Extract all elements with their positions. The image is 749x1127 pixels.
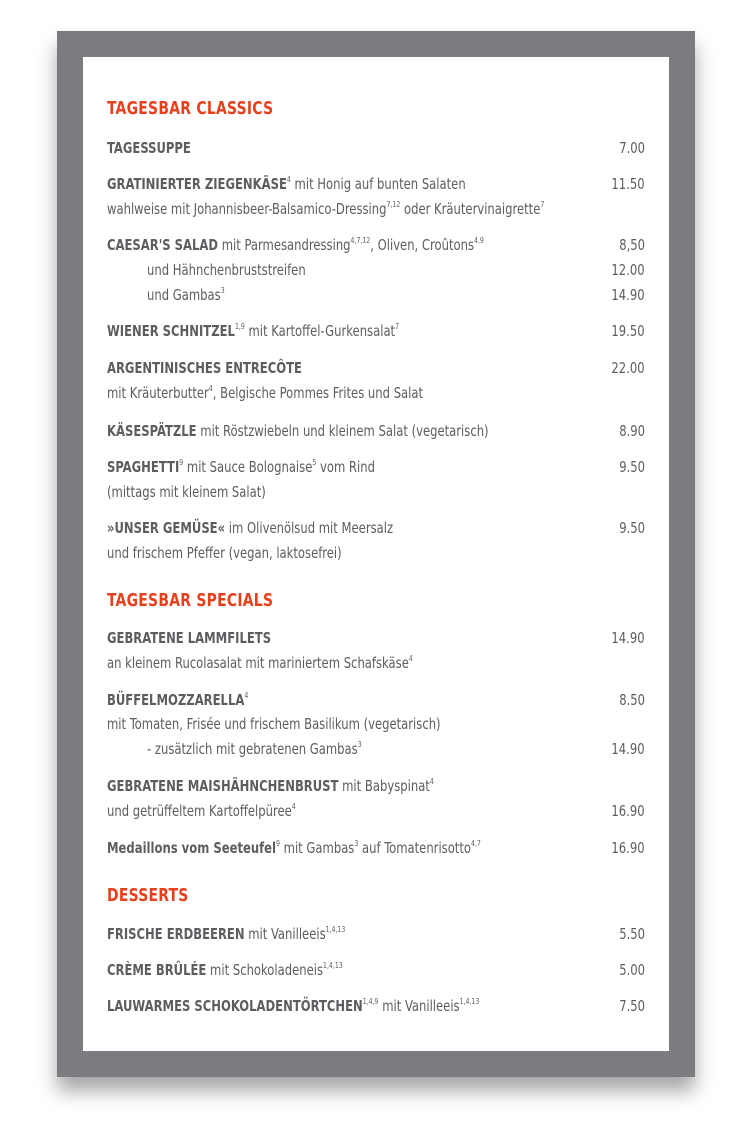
item-name: CRÈME BRÛLÉE	[107, 961, 207, 979]
item-price: 12.00	[611, 261, 645, 279]
menu-item-creme-brulee: CRÈME BRÛLÉE mit Schokoladeneis$^{1,4,13}$	[107, 961, 343, 979]
item-name: CAESAR'S SALAD	[107, 236, 219, 254]
item-name: GRATINIERTER ZIEGENKÄSE	[107, 175, 287, 193]
menu-item-schnitzel: WIENER SCHNITZEL$^{1,9}$ mit Kartoffel-Gurkensalat$^7$	[107, 322, 400, 340]
item-name: ARGENTINISCHES ENTRECÔTE	[107, 359, 302, 377]
menu-item-tagessuppe	[107, 137, 570, 159]
menu-item-gemuese: »UNSER GEMÜSE« im Olivenölsud mit Meersalz	[107, 519, 394, 537]
item-price: 14.90	[611, 629, 645, 647]
item-name: WIENER SCHNITZEL	[107, 322, 235, 340]
item-price: 8,50	[619, 236, 645, 254]
section-title-specials: TAGESBAR SPECIALS	[107, 590, 274, 611]
item-price: 5.50	[619, 925, 645, 943]
item-description: wahlweise mit Johannisbeer-Balsamico-Dressing$^{7,12}$ oder Kräutervinaigrette$^7$	[107, 200, 545, 218]
item-description: und frischem Pfeffer (vegan, laktosefrei)	[107, 544, 342, 562]
menu-item-entrecote	[107, 357, 570, 379]
menu-item-spaghetti: SPAGHETTI$^9$ mit Sauce Bolognaise$^5$ vom Rind	[107, 458, 375, 476]
item-price: 5.00	[619, 961, 645, 979]
item-price: 8.90	[619, 422, 645, 440]
item-price: 16.90	[611, 839, 645, 857]
menu-item-schokoladentoertchen: LAUWARMES SCHOKOLADENTÖRTCHEN$^{1,4,9}$ mit Vanilleeis$^{1,4,13}$	[107, 997, 480, 1015]
item-option: und Hähnchenbruststreifen	[147, 261, 306, 279]
item-price: 22.00	[611, 359, 645, 377]
item-description: und getrüffeltem Kartoffelpüree$^4$	[107, 802, 296, 820]
item-name: GEBRATENE LAMMFILETS	[107, 629, 272, 647]
item-name: Medaillons vom Seeteufel	[107, 839, 277, 857]
item-name: »UNSER GEMÜSE«	[107, 519, 226, 537]
item-option: - zusätzlich mit gebratenen Gambas$^3$	[147, 740, 362, 758]
item-name: FRISCHE ERDBEEREN	[107, 925, 245, 943]
menu-item-lamm	[107, 627, 570, 649]
item-description: mit Kräuterbutter$^4$, Belgische Pommes Frites und Salat	[107, 384, 424, 402]
menu-item-caesar: CAESAR'S SALAD mit Parmesandressing$^{4,7,12}$, Oliven, Croûtons$^{4,9}$	[107, 236, 484, 254]
menu-item-spaetzle: KÄSESPÄTZLE mit Röstzwiebeln und kleinem Salat (vegetarisch)	[107, 422, 489, 440]
menu-item-maishaehnchen: GEBRATENE MAISHÄHNCHENBRUST mit Babyspinat$^4$	[107, 777, 434, 795]
item-description: mit Tomaten, Frisée und frischem Basilikum (vegetarisch)	[107, 715, 441, 733]
section-title-classics: TAGESBAR CLASSICS	[107, 98, 274, 119]
item-name: TAGESSUPPE	[107, 139, 191, 157]
item-name: SPAGHETTI	[107, 458, 180, 476]
menu-item-seeteufel: Medaillons vom Seeteufel$^9$ mit Gambas$^3$ auf Tomatenrisotto$^{4,7}$	[107, 839, 481, 857]
menu-item-erdbeeren: FRISCHE ERDBEEREN mit Vanilleeis$^{1,4,13}$	[107, 925, 346, 943]
menu-item-ziegenkaese: GRATINIERTER ZIEGENKÄSE$^4$ mit Honig auf bunten Salaten	[107, 175, 466, 193]
item-name: LAUWARMES SCHOKOLADENTÖRTCHEN	[107, 997, 363, 1015]
item-price: 7.50	[619, 997, 645, 1015]
item-description: (mittags mit kleinem Salat)	[107, 483, 266, 501]
item-name: KÄSESPÄTZLE	[107, 422, 197, 440]
item-price: 7.00	[619, 139, 645, 157]
item-price: 16.90	[611, 802, 645, 820]
item-name: BÜFFELMOZZARELLA	[107, 691, 245, 709]
item-price: 9.50	[619, 458, 645, 476]
item-price: 8.50	[619, 691, 645, 709]
item-price: 11.50	[611, 175, 645, 193]
item-price: 14.90	[611, 740, 645, 758]
menu-item-bueffelmozzarella: BÜFFELMOZZARELLA$^4$	[107, 691, 249, 709]
item-price: 14.90	[611, 286, 645, 304]
item-price: 19.50	[611, 322, 645, 340]
item-option: und Gambas$^3$	[147, 286, 225, 304]
item-description: an kleinem Rucolasalat mit mariniertem Schafskäse$^4$	[107, 654, 413, 672]
item-name: GEBRATENE MAISHÄHNCHENBRUST	[107, 777, 339, 795]
section-title-desserts: DESSERTS	[107, 885, 189, 906]
item-price: 9.50	[619, 519, 645, 537]
